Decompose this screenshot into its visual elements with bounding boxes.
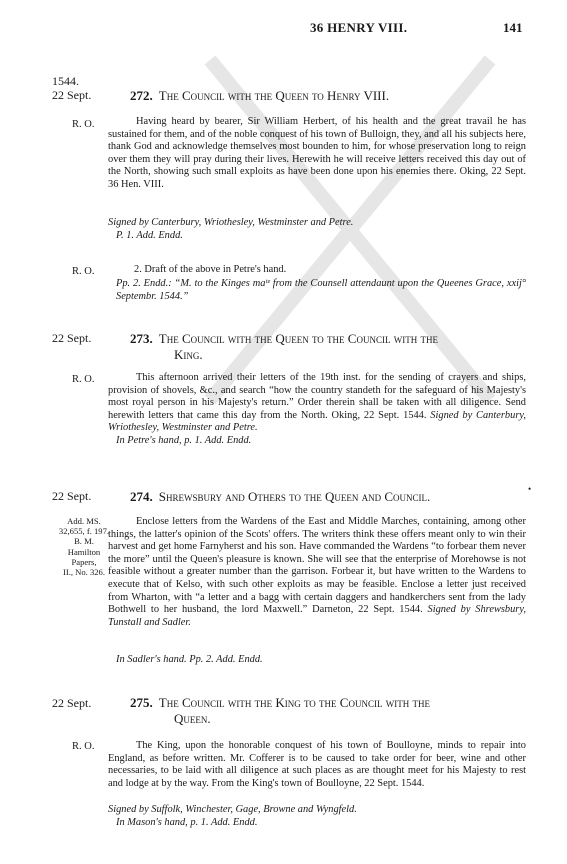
entry-body: The King, upon the honorable conquest of his town of Boulloyne, minds to repair into England, as before written. Mr. Cofferer is to be caused to take order for beer, wine and other necessaries, to be laid with all diligence at such places as are thought meet for his Majesty to rest and lodge at by the way. From the King's town of Boulloyne, 22 Sept. 1544.	[108, 740, 526, 789]
page-number: 141	[503, 20, 523, 35]
entry-heading: The Council with the King to the Council with the	[158, 695, 430, 710]
entry-endorsement: P. 1. Add. Endd.	[116, 230, 183, 241]
entry-date: 22 Sept.	[52, 489, 92, 503]
source-citation: Add. MS. 32,655, f. 197. B. M. Hamilton Papers, II., No. 326.	[58, 516, 110, 578]
source-label: R. O.	[72, 374, 95, 385]
source-label: R. O.	[72, 119, 95, 130]
year-label: 1544.	[52, 74, 79, 88]
entry-number: 273.	[130, 331, 153, 346]
entry-heading: The Council with the Queen to the Council with the	[158, 331, 438, 346]
entry-heading: Shrewsbury and Others to the Queen and Council.	[158, 489, 431, 504]
entry-signatories: Signed by Shrewsbury, Tunstall and Sadler.	[108, 604, 526, 628]
entry-number: 274.	[130, 489, 153, 504]
entry-signatories: Signed by Canterbury, Wriothesley, Westminster and Petre.	[108, 217, 354, 228]
source-label: R. O.	[72, 741, 95, 752]
entry-body: Enclose letters from the Wardens of the East and Middle Marches, containing, among other things, the latter's opinion of the Scots' offers. The writers think these offers meant only to win their harvest and get home Farnyherst and his son. Have commanded the Wardens “to forbear them never the more” until the Queen's pleasure is known. She will see that the enterprise of Morehowse is not feasible without a greater number than the garrison. Forbear it, but have written to the Wardens to execute that of Kelso, with such other exploits as may be feasible. Enclose a letter just received from Wharton, with “a letter and a bagg with certain daggers and handkerchers sent from the lady Bothwell to her husband, the lord Maxwell.” Darneton, 22 Sept. 1544. Signed by Shrewsbury, Tunstall and Sadler.	[108, 516, 526, 628]
entry-body: 2. Draft of the above in Petre's hand.	[134, 264, 287, 275]
entry-title	[130, 330, 530, 347]
entry-date: 22 Sept.	[52, 696, 92, 710]
entry-heading-continued: King.	[174, 347, 203, 362]
entry-title	[130, 87, 530, 104]
entry-number: 275.	[130, 695, 153, 710]
entry-heading: The Council with the Queen to Henry VIII.	[158, 88, 390, 103]
entry-title	[130, 694, 530, 711]
entry-title	[130, 488, 530, 505]
entry-signatories: Signed by Suffolk, Winchester, Gage, Browne and Wyngfeld.	[108, 804, 357, 815]
entry-body: This afternoon arrived their letters of the 19th inst. for the sending of crayers and ships, provision of shovels, &c., and search “how the country standeth for the safeguard of his Majesty's most royal person in his Majesty's return.” Order therein shall be taken with all diligence. Send herewith letters that came this day from the North. Oking, 22 Sept. 1544. Signed by Canterbury, Wriothesley, Westminster and Petre.	[108, 372, 526, 434]
entry-heading-continued: Queen.	[174, 711, 211, 726]
source-label: R. O.	[72, 266, 95, 277]
running-header	[0, 20, 567, 40]
entry-date: 22 Sept.	[52, 331, 92, 345]
entry-signatories: Signed by Canterbury, Wriothesley, Westminster and Petre.	[108, 409, 526, 434]
entry-endorsement: Pp. 2. Endd.: “M. to the Kinges maᵗᵉ from the Counsell attendaunt upon the Queenes Grace, xxij° Septembr. 1544.”	[116, 278, 526, 302]
entry-endorsement: In Sadler's hand. Pp. 2. Add. Endd.	[116, 654, 263, 665]
entry-endorsement: In Mason's hand, p. 1. Add. Endd.	[116, 817, 258, 828]
margin-mark: •	[528, 484, 532, 494]
entry-endorsement: In Petre's hand, p. 1. Add. Endd.	[116, 435, 252, 446]
entry-number: 272.	[130, 88, 153, 103]
entry-body: Having heard by bearer, Sir William Herbert, of his health and the great travail he has sustained for them, and of the noble conquest of his town of Bulloign, they, and all his subjects here, thank God and acknowledge themselves most bounden to him, for whose preservation long to reign over them they will pray during their lives. Herewith he will receive letters received this day out of the North, showing such small exploits as have been done upon his enemies there. Oking, 22 Sept. 36 Hen. VIII.	[108, 116, 526, 190]
entry-date: 22 Sept.	[52, 88, 92, 102]
running-title: 36 HENRY VIII.	[310, 20, 408, 35]
